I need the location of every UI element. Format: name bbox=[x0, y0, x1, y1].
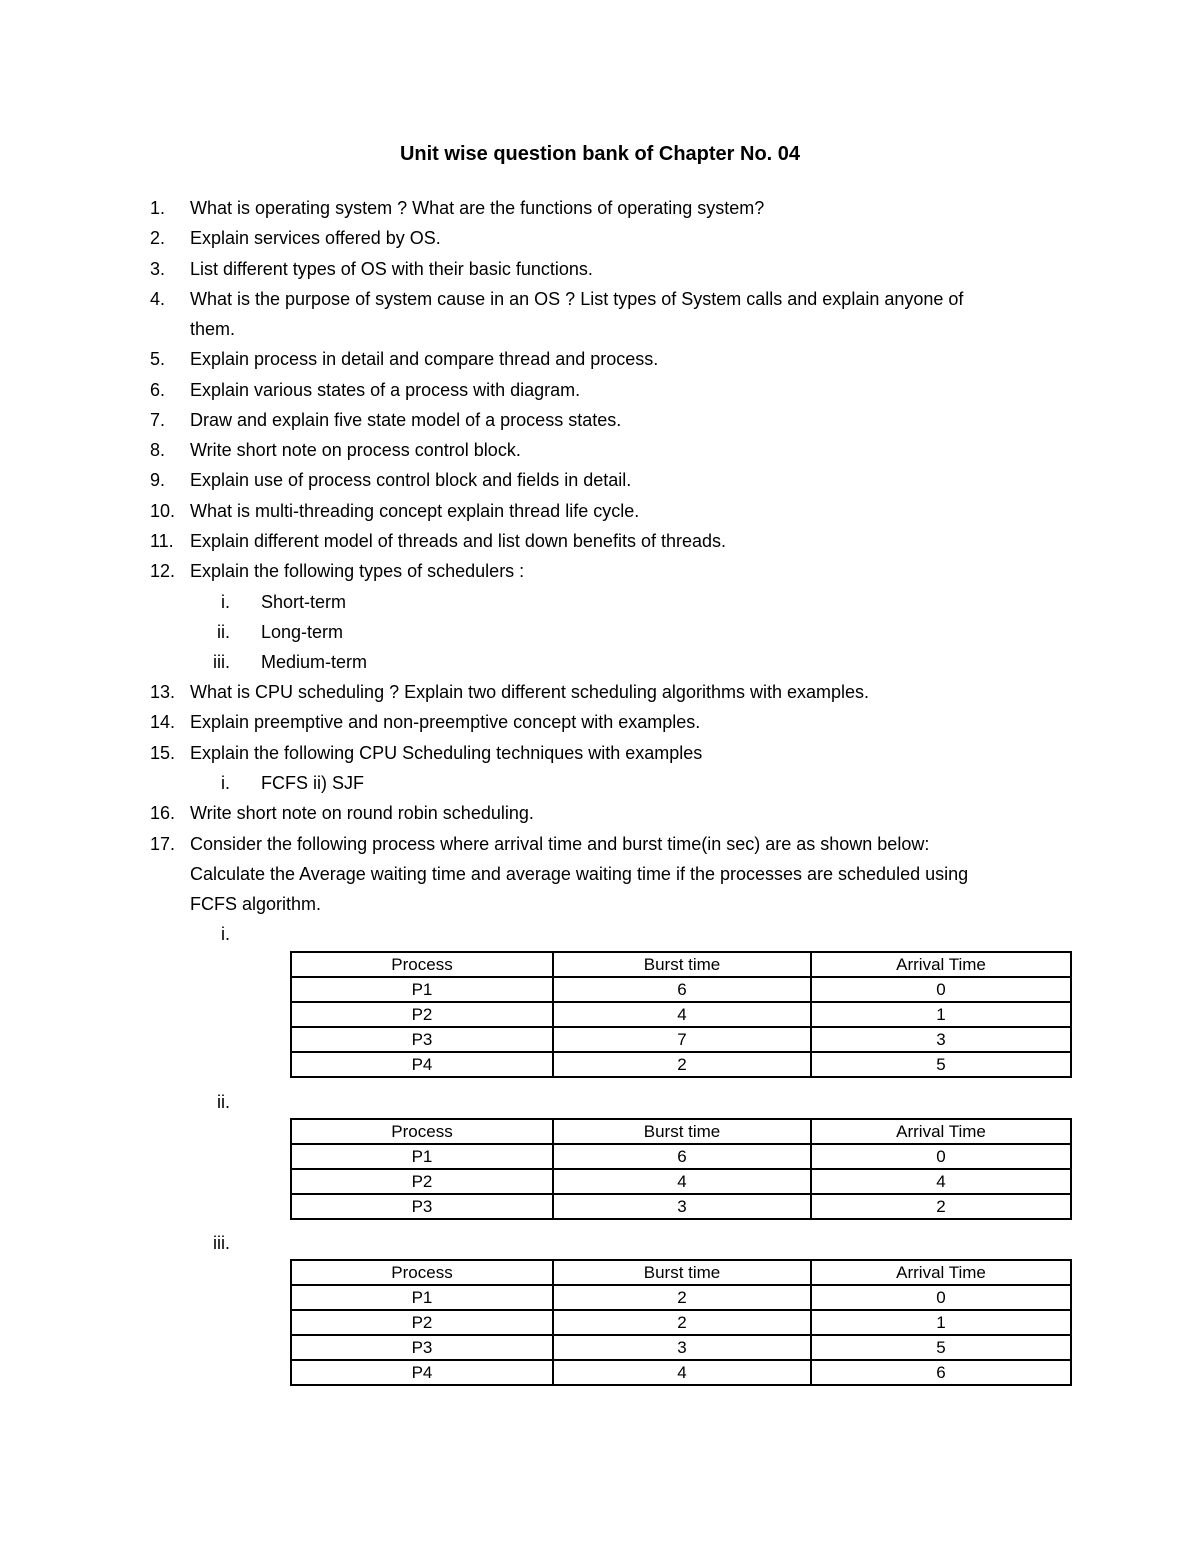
table-row bbox=[291, 1285, 1071, 1310]
table-cell: 1 bbox=[811, 1002, 1071, 1027]
table-cell: 6 bbox=[553, 1144, 811, 1169]
table-header-row bbox=[291, 1260, 1071, 1285]
question-text: Explain process in detail and compare thread and process. bbox=[190, 349, 659, 369]
table-cell: 2 bbox=[553, 1310, 811, 1335]
table-cell: 4 bbox=[811, 1169, 1071, 1194]
table-header-row bbox=[291, 952, 1071, 977]
question-text: Write short note on process control block. bbox=[190, 440, 521, 460]
question-number: 8. bbox=[150, 440, 166, 460]
question-text-continued: Calculate the Average waiting time and average waiting time if the processes are scheduled using bbox=[190, 864, 969, 884]
subitem-number: i. bbox=[221, 773, 230, 793]
question-text: Consider the following process where arrival time and burst time(in sec) are as shown below: bbox=[190, 834, 930, 854]
subitem-number: i. bbox=[221, 592, 230, 612]
question-text: Explain preemptive and non-preemptive concept with examples. bbox=[190, 712, 701, 732]
question-number: 1. bbox=[150, 198, 166, 218]
header-cell: Arrival Time bbox=[811, 1119, 1071, 1144]
question-number: 4. bbox=[150, 289, 166, 309]
question-number: 15. bbox=[150, 743, 176, 763]
question-number: 16. bbox=[150, 803, 176, 823]
process-table-3 bbox=[290, 1259, 1072, 1386]
question-number: 17. bbox=[150, 834, 176, 854]
table-cell: 2 bbox=[553, 1285, 811, 1310]
table-cell: 4 bbox=[553, 1169, 811, 1194]
subitem-number: iii. bbox=[213, 652, 230, 672]
question-text: Draw and explain five state model of a process states. bbox=[190, 410, 622, 430]
table-cell: P2 bbox=[291, 1002, 553, 1027]
table-cell: 3 bbox=[811, 1027, 1071, 1052]
table-cell: 4 bbox=[553, 1360, 811, 1385]
question-text: List different types of OS with their basic functions. bbox=[190, 259, 593, 279]
table-row bbox=[291, 1310, 1071, 1335]
question-number: 5. bbox=[150, 349, 166, 369]
table-label: iii. bbox=[213, 1233, 230, 1253]
question-text: Write short note on round robin scheduling. bbox=[190, 803, 534, 823]
table-cell: 0 bbox=[811, 1285, 1071, 1310]
question-text-continued: them. bbox=[190, 319, 236, 339]
table-cell: P1 bbox=[291, 1285, 553, 1310]
process-table-2 bbox=[290, 1118, 1072, 1220]
question-number: 12. bbox=[150, 561, 176, 581]
table-cell: 0 bbox=[811, 1144, 1071, 1169]
subitem-number: ii. bbox=[217, 622, 230, 642]
table-cell: P3 bbox=[291, 1194, 553, 1219]
question-text: Explain the following CPU Scheduling techniques with examples bbox=[190, 743, 703, 763]
question-text: Explain the following types of schedulers : bbox=[190, 561, 525, 581]
subitem-text: Medium-term bbox=[261, 652, 368, 672]
table-cell: 1 bbox=[811, 1310, 1071, 1335]
table-cell: P3 bbox=[291, 1335, 553, 1360]
table-cell: 2 bbox=[553, 1052, 811, 1077]
header-cell: Process bbox=[291, 1260, 553, 1285]
table-cell: P2 bbox=[291, 1169, 553, 1194]
document-title: Unit wise question bank of Chapter No. 04 bbox=[399, 143, 801, 165]
table-cell: 3 bbox=[553, 1194, 811, 1219]
table-cell: 6 bbox=[553, 977, 811, 1002]
table-cell: 5 bbox=[811, 1052, 1071, 1077]
question-text: What is multi-threading concept explain thread life cycle. bbox=[190, 501, 640, 521]
table-cell: 5 bbox=[811, 1335, 1071, 1360]
table-cell: 6 bbox=[811, 1360, 1071, 1385]
header-cell: Burst time bbox=[553, 1260, 811, 1285]
question-text: What is CPU scheduling ? Explain two different scheduling algorithms with examples. bbox=[190, 682, 869, 702]
question-number: 10. bbox=[150, 501, 176, 521]
table-label: i. bbox=[221, 924, 230, 944]
table-cell: 7 bbox=[553, 1027, 811, 1052]
header-cell: Burst time bbox=[553, 1119, 811, 1144]
question-text: Explain various states of a process with diagram. bbox=[190, 380, 581, 400]
table-row bbox=[291, 1052, 1071, 1077]
table-label: ii. bbox=[217, 1092, 230, 1112]
header-cell: Arrival Time bbox=[811, 952, 1071, 977]
table-row bbox=[291, 977, 1071, 1002]
table-row bbox=[291, 1360, 1071, 1385]
subitem-text: FCFS ii) SJF bbox=[261, 773, 364, 793]
question-text: What is operating system ? What are the functions of operating system? bbox=[190, 198, 765, 218]
question-number: 9. bbox=[150, 470, 166, 490]
table-cell: 2 bbox=[811, 1194, 1071, 1219]
table-cell: P4 bbox=[291, 1360, 553, 1385]
process-table-1 bbox=[290, 951, 1072, 1078]
table-cell: P2 bbox=[291, 1310, 553, 1335]
question-number: 7. bbox=[150, 410, 166, 430]
question-text: What is the purpose of system cause in an OS ? List types of System calls and explain anyone of bbox=[190, 289, 964, 309]
table-row bbox=[291, 1194, 1071, 1219]
header-cell: Process bbox=[291, 1119, 553, 1144]
subitem-text: Short-term bbox=[261, 592, 347, 612]
header-cell: Process bbox=[291, 952, 553, 977]
question-number: 14. bbox=[150, 712, 176, 732]
table-row bbox=[291, 1169, 1071, 1194]
table-row bbox=[291, 1027, 1071, 1052]
table-cell: P1 bbox=[291, 1144, 553, 1169]
question-number: 11. bbox=[150, 531, 174, 551]
question-number: 6. bbox=[150, 380, 166, 400]
table-cell: P1 bbox=[291, 977, 553, 1002]
question-text: Explain different model of threads and list down benefits of threads. bbox=[190, 531, 726, 551]
question-number: 13. bbox=[150, 682, 176, 702]
table-cell: P4 bbox=[291, 1052, 553, 1077]
header-cell: Burst time bbox=[553, 952, 811, 977]
question-text-continued: FCFS algorithm. bbox=[190, 894, 322, 914]
table-cell: 0 bbox=[811, 977, 1071, 1002]
table-row bbox=[291, 1144, 1071, 1169]
question-text: Explain services offered by OS. bbox=[190, 228, 441, 248]
table-cell: P3 bbox=[291, 1027, 553, 1052]
question-text: Explain use of process control block and fields in detail. bbox=[190, 470, 632, 490]
table-row bbox=[291, 1335, 1071, 1360]
header-cell: Arrival Time bbox=[811, 1260, 1071, 1285]
table-cell: 3 bbox=[553, 1335, 811, 1360]
subitem-text: Long-term bbox=[261, 622, 344, 642]
table-cell: 4 bbox=[553, 1002, 811, 1027]
table-header-row bbox=[291, 1119, 1071, 1144]
question-number: 3. bbox=[150, 259, 166, 279]
table-row bbox=[291, 1002, 1071, 1027]
question-number: 2. bbox=[150, 228, 166, 248]
